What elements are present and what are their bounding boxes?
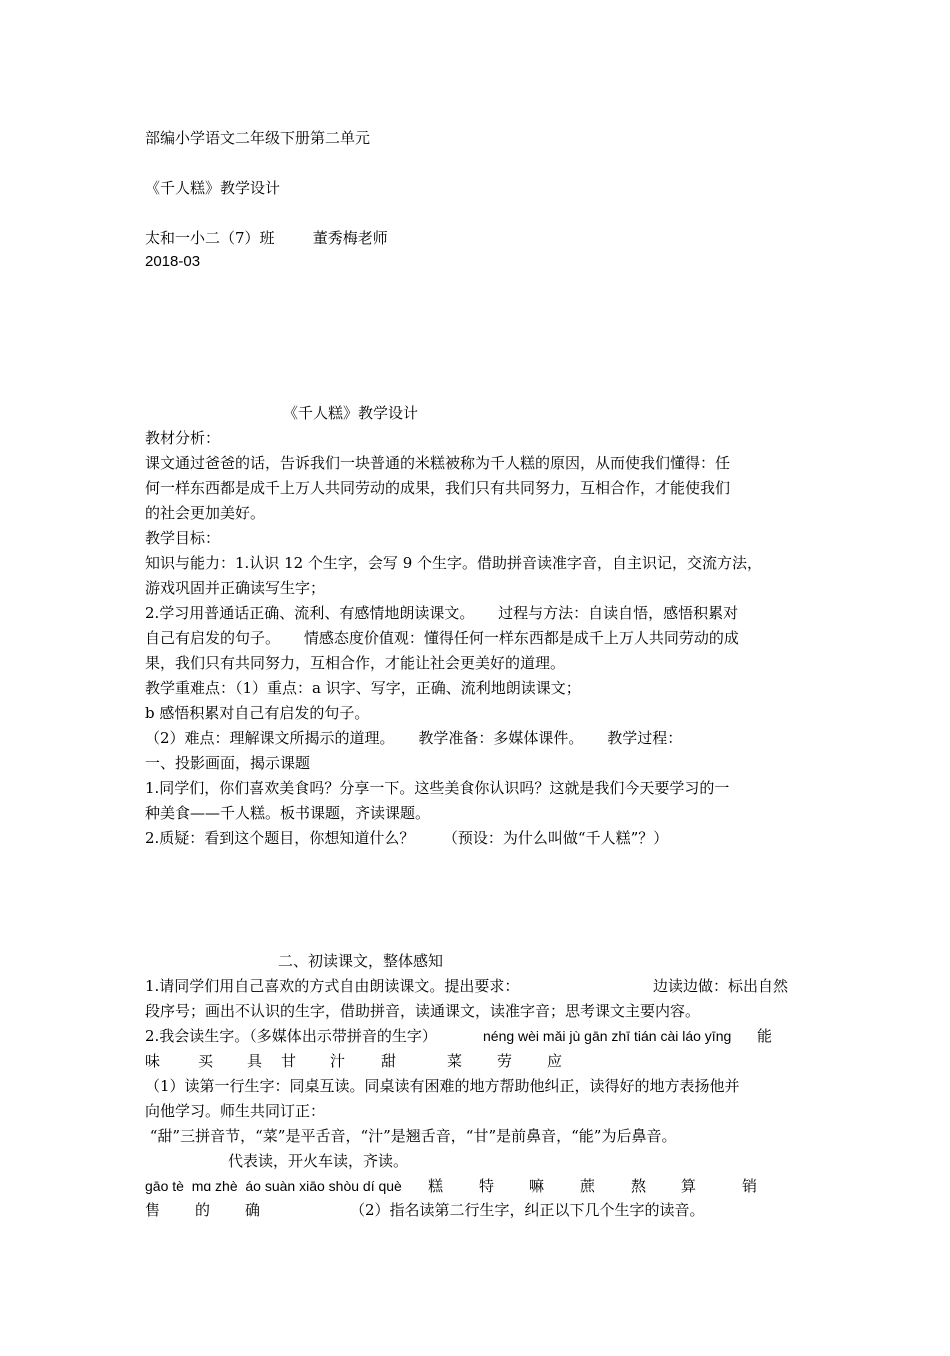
text-line: 教材分析： [145, 429, 221, 447]
char: 买 [198, 1052, 214, 1070]
text-line: 1.请同学们用自己喜欢的方式自由朗读课文。提出要求： [145, 977, 520, 995]
text-line: 段序号；画出不认识的生字，借助拼音，读通课文，读准字音；思考课文主要内容。 [145, 1002, 701, 1020]
text-line: （1）读第一行生字：同桌互读。同桌读有困难的地方帮助他纠正，读得好的地方表扬他并 [145, 1077, 740, 1095]
cover-teacher: 太和一小二（7）班 董秀梅老师 [145, 229, 388, 247]
pinyin-row: néng wèi mǎi jù gān zhī tián cài láo yīng [483, 1028, 732, 1044]
char-row [145, 1200, 705, 1320]
char: 的 [195, 1201, 211, 1219]
doc-title: 《千人糕》教学设计 [283, 404, 419, 422]
char: 甘 [281, 1052, 297, 1070]
char: 售 [145, 1201, 161, 1219]
char: 算 [681, 1177, 697, 1195]
text-line: 何一样东西都是成千上万人共同劳动的成果，我们只有共同努力，互相合作，才能使我们 [145, 479, 731, 497]
text-line: 果，我们只有共同努力，互相合作，才能让社会更美好的道理。 [145, 654, 566, 672]
text-line: 知识与能力：1.认识 12 个生字，会写 9 个生字。借助拼音读准字音，自主识记，交流方法， [145, 554, 763, 572]
text-line: 教学重难点：（1）重点：a 识字、写字，正确、流利地朗读课文； [145, 679, 581, 697]
cover-title: 《千人糕》教学设计 [145, 179, 281, 197]
cover-unit: 部编小学语文二年级下册第二单元 [145, 129, 371, 147]
char: 具 [247, 1052, 263, 1070]
char: 能 [757, 1027, 773, 1045]
cover-date: 2018-03 [145, 253, 201, 270]
text-line: 游戏巩固并正确读写生字； [145, 579, 326, 597]
text-line: 一、投影画面，揭示课题 [145, 754, 311, 772]
pinyin-row: gāo tè mɑ zhè áo suàn xiāo shòu dí què [145, 1178, 402, 1194]
char: 蔗 [580, 1177, 596, 1195]
char: 甜 [381, 1052, 397, 1070]
text-line: 边读边做：标出自然 [653, 977, 789, 995]
char: 汁 [330, 1052, 346, 1070]
text-line: （2）指名读第二行生字，纠正以下几个生字的读音。 [350, 1201, 705, 1219]
text-line: 2.我会读生字。（多媒体出示带拼音的生字） [145, 1027, 437, 1045]
text-line: 的社会更加美好。 [145, 504, 266, 522]
text-line: （2）难点：理解课文所揭示的道理。 教学准备：多媒体课件。 教学过程： [145, 729, 683, 747]
text-line: “甜”三拼音节，“菜”是平舌音，“汁”是翘舌音，“甘”是前鼻音，“能”为后鼻音。 [145, 1127, 677, 1145]
text-line: 种美食——千人糕。板书课题，齐读课题。 [145, 804, 431, 822]
text-line: 教学目标： [145, 529, 221, 547]
text-line: b 感悟积累对自己有启发的句子。 [145, 704, 370, 722]
char: 糕 [428, 1177, 444, 1195]
char: 熬 [631, 1177, 647, 1195]
text-line: 代表读，开火车读，齐读。 [228, 1152, 409, 1170]
char: 应 [547, 1052, 563, 1070]
section-heading: 二、初读课文，整体感知 [278, 952, 444, 970]
text-line: 2.质疑：看到这个题目，你想知道什么？ （预设：为什么叫做“千人糕”？） [145, 829, 669, 847]
char: 嘛 [529, 1177, 545, 1195]
char: 销 [742, 1177, 758, 1195]
char: 劳 [497, 1052, 513, 1070]
text-line: 课文通过爸爸的话，告诉我们一块普通的米糕被称为千人糕的原因，从而使我们懂得：任 [145, 454, 731, 472]
char: 菜 [447, 1052, 463, 1070]
text-line: 向他学习。师生共同订正： [145, 1102, 326, 1120]
text-line: 自己有启发的句子。 情感态度价值观：懂得任何一样东西都是成千上万人共同劳动的成 [145, 629, 739, 647]
char: 特 [479, 1177, 495, 1195]
char: 确 [245, 1201, 261, 1219]
text-line: 2.学习用普通话正确、流利、有感情地朗读课文。 过程与方法：自读自悟，感悟积累对 [145, 604, 739, 622]
text-line: 1.同学们，你们喜欢美食吗？分享一下。这些美食你认识吗？这就是我们今天要学习的一 [145, 779, 730, 797]
char: 味 [145, 1052, 161, 1070]
